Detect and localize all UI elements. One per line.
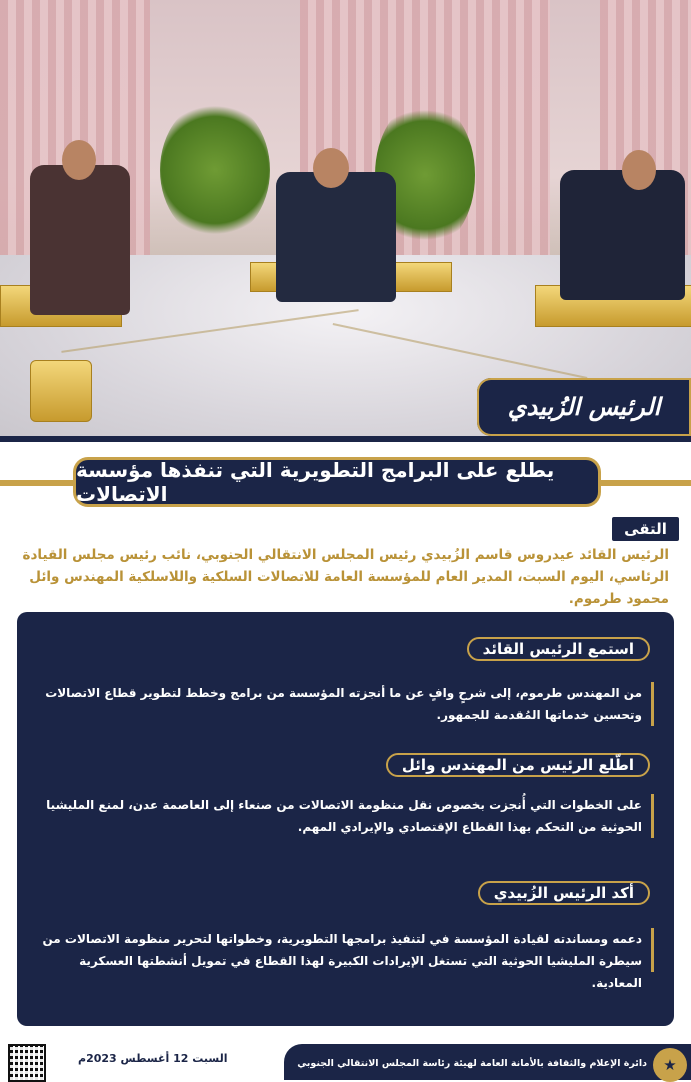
section-3-header: [478, 880, 650, 906]
section-2-header: [386, 752, 650, 778]
headline-band: [0, 458, 691, 508]
intro-label-badge: [612, 517, 679, 541]
intro-text: الرئيس القائد عيدروس قاسم الزُبيدي رئيس المجلس الانتقالي الجنوبي، نائب رئيس مجلس القيادة الرئاسي، اليوم السبت، المدير العام للمؤسسة العامة للاتصالات السلكية واللاسلكية المهندس وائل محمود طرموم.: [22, 547, 669, 607]
footer-date: السبت 12 أغسطس 2023م: [78, 1052, 228, 1065]
plant-left: [160, 100, 270, 240]
qr-code-icon[interactable]: [8, 1044, 46, 1082]
photo-divider: [0, 436, 691, 442]
person-center-head: [313, 148, 349, 188]
details-panel: [17, 612, 674, 1026]
meeting-photo: [0, 0, 691, 442]
person-right-head: [622, 150, 656, 190]
gold-stool: [30, 360, 92, 422]
person-right: [560, 170, 685, 300]
person-left-head: [62, 140, 96, 180]
section-1-text: من المهندس طرموم، إلى شرحٍ وافٍ عن ما أنجزته المؤسسة من برامج وخطط لتطوير قطاع الاتصالات وتحسين خدماتها المُقدمة للجمهور.: [45, 686, 642, 722]
footer-org: دائرة الإعلام والثقافة بالأمانة العامة لهيئة رئاسة المجلس الانتقالي الجنوبي: [297, 1058, 647, 1069]
footer-bar: [284, 1044, 691, 1080]
section-3-bar: [651, 928, 654, 972]
footer: [0, 1036, 691, 1080]
headline-box: [76, 460, 598, 504]
intro-label: التقى: [624, 520, 667, 538]
section-1-title: استمع الرئيس القائد: [467, 637, 650, 661]
person-center: [276, 172, 396, 302]
section-1-header: [467, 636, 650, 662]
section-2-title: اطّلع الرئيس من المهندس وائل: [386, 753, 650, 777]
photo-caption: الرئيس الزُبيدي: [507, 393, 661, 421]
section-2-bar: [651, 794, 654, 838]
section-1-bar: [651, 682, 654, 726]
photo-caption-badge: [477, 378, 691, 436]
section-3-text: دعمه ومساندته لقيادة المؤسسة في لتنفيذ برامجها التطويرية، وخطواتها لتحرير منظومة الاتصالات من سيطرة المليشيا الحوثية التي تستغل الإيرادات الكبيرة لهذا القطاع في تمويل أنشطتها العسكرية المعادية.: [42, 932, 642, 990]
section-2-text: على الخطوات التي أُنجزت بخصوص نقل منظومة الاتصالات من صنعاء إلى العاصمة عدن، لمنع المليشيا الحوثية من التحكم بهذا القطاع الإقتصادي والإيرادي المهم.: [46, 798, 642, 834]
headline-text: يطلع على البرامج التطويرية التي تنفذها مؤسسة الاتصالات: [76, 458, 555, 506]
emblem-icon: ★: [653, 1048, 687, 1082]
person-left: [30, 165, 130, 315]
section-3-title: أكد الرئيس الزُبيدي: [478, 881, 650, 905]
